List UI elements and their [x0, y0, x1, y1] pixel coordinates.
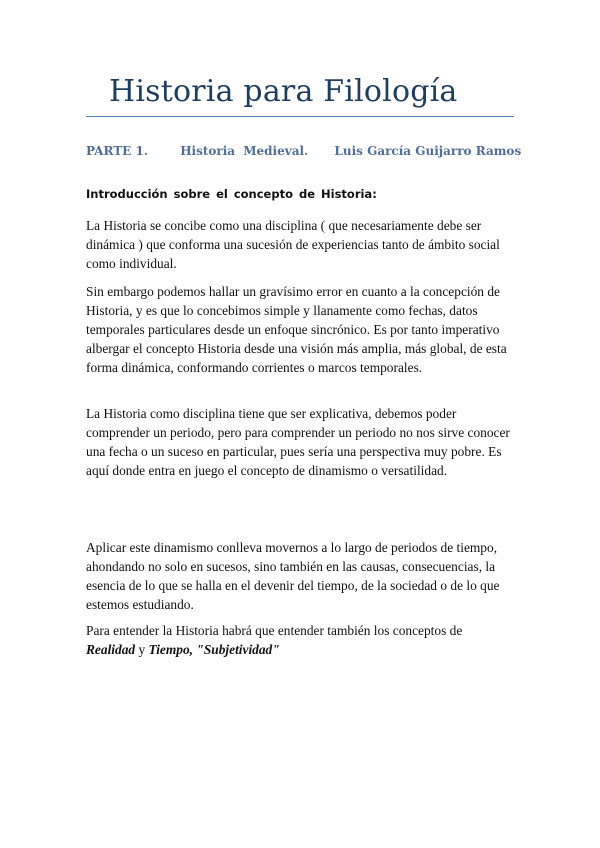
- part-subject: Historia Medieval.: [180, 144, 309, 158]
- term-tiempo-subjetividad: Tiempo, "Subjetividad": [148, 642, 280, 657]
- paragraph-5: [86, 621, 514, 659]
- paragraph-4: Aplicar este dinamismo conlleva movernos a lo largo de periodos de tiempo, ahondando no solo en sucesos, sino también en las causas, consecuencias, la esencia de lo que se halla en el devenir del tiempo, de la sociedad o de lo que estemos estudiando.: [86, 540, 500, 612]
- document-title: Historia para Filología: [109, 74, 458, 109]
- paragraph-2: Sin embargo podemos hallar un gravísimo error en cuanto a la concepción de Historia, y es que lo concebimos simple y llanamente como fechas, datos temporales particulares desde un enfoque sincrónico. Es por tanto imperativo albergar el concepto Historia desde una visión más amplia, más global, de esta forma dinámica, conformando corrientes o marcos temporales.: [86, 284, 507, 375]
- part-heading: [86, 144, 521, 158]
- paragraph-1: La Historia se concibe como una disciplina ( que necesariamente debe ser dinámica ) que conforma una sucesión de experiencias tanto de ámbito social como individual.: [86, 218, 500, 271]
- section-subheading: Introducción sobre el concepto de Historia:: [86, 187, 377, 201]
- term-realidad: Realidad: [86, 642, 136, 657]
- part-author: Luis García Guijarro Ramos: [334, 144, 522, 158]
- title-underline: [86, 116, 514, 117]
- part-number: PARTE 1.: [86, 144, 149, 158]
- term-connector: y: [138, 642, 146, 657]
- paragraph-3: La Historia como disciplina tiene que ser explicativa, debemos poder comprender un periodo, pero para comprender un periodo no nos sirve conocer una fecha o un suceso en particular, pues sería una perspectiva muy pobre. Es aquí donde entra en juego el concepto de dinamismo o versatilidad.: [86, 406, 510, 478]
- paragraph-5-text: Para entender la Historia habrá que entender también los conceptos de: [86, 623, 463, 638]
